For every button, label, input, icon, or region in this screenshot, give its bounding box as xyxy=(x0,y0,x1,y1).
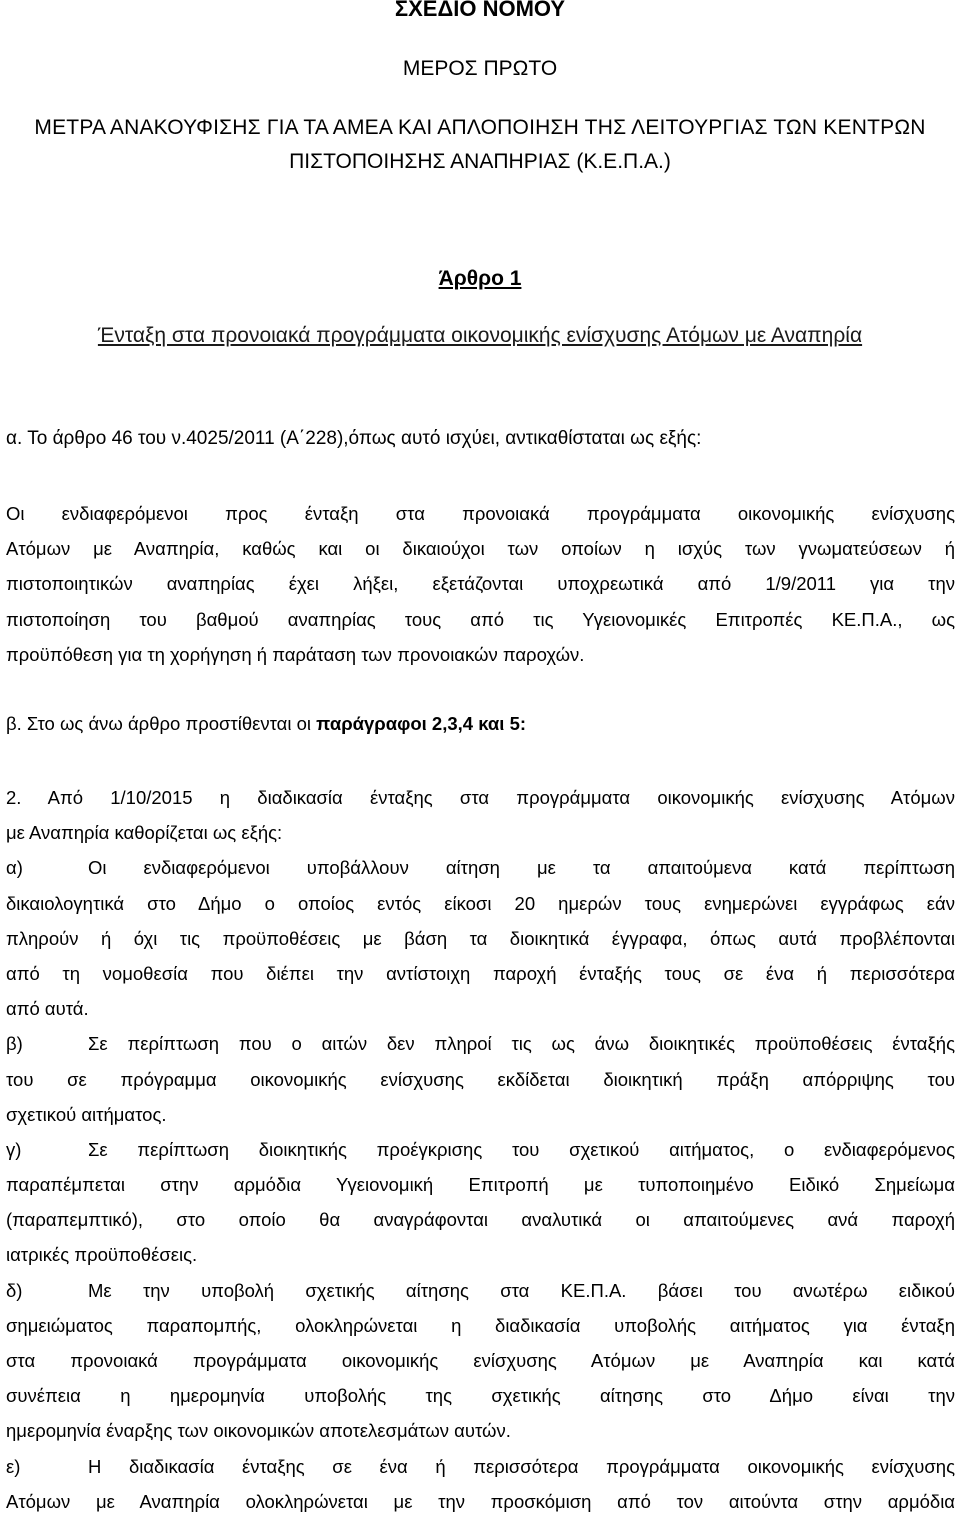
paragraph-line: με Αναπηρία καθορίζεται ως εξής: xyxy=(6,822,283,844)
paragraph-line: Ατόμων με Αναπηρία ολοκληρώνεται με την προσκόμιση από τον αιτούντα στην αρμόδια xyxy=(6,1490,955,1512)
paragraph-line: πληρούν ή όχι τις προϋποθέσεις με βάση τα διοικητικά έγγραφα, όπως αυτά προβλέπονται xyxy=(6,927,955,949)
article-number: Άρθρο 1 xyxy=(438,267,522,290)
list-item-text: Με την υποβολή σχετικής αίτησης στα ΚΕ.Π.Α. βάσει του ανωτέρω ειδικού xyxy=(88,1279,955,1301)
paragraph-line: παραπέμπεται στην αρμόδια Υγειονομική Επιτροπή με τυποποιημένο Ειδικό Σημείωμα xyxy=(6,1174,955,1196)
list-item-label: δ) xyxy=(6,1279,23,1301)
paragraph-line: 2. Από 1/10/2015 η διαδικασία ένταξης στα προγράμματα οικονομικής ενίσχυσης Ατόμων xyxy=(6,787,955,808)
paragraph-line: πιστοποίηση του βαθμού αναπηρίας τους από τις Υγειονομικές Επιτροπές ΚΕ.Π.Α., ως xyxy=(6,608,955,630)
section-b-intro-bold: παράγραφοι 2,3,4 και 5: xyxy=(316,713,527,734)
paragraph-line: ημερομηνία έναρξης των οικονομικών αποτελεσμάτων αυτών. xyxy=(6,1420,511,1442)
part-title-line-1: ΜΕΤΡΑ ΑΝΑΚΟΥΦΙΣΗΣ ΓΙΑ ΤΑ ΑΜΕΑ ΚΑΙ ΑΠΛΟΠΟΙΗΣΗ ΤΗΣ ΛΕΙΤΟΥΡΓΙΑΣ ΤΩΝ ΚΕΝΤΡΩΝ xyxy=(34,116,926,139)
list-item-first-line xyxy=(6,1273,955,1308)
list-item-first-line xyxy=(6,1449,955,1484)
list-item-first-line xyxy=(6,1132,955,1167)
part-heading: ΜΕΡΟΣ ΠΡΩΤΟ xyxy=(402,57,558,80)
paragraph-line: συνέπεια η ημερομηνία υποβολής της σχετικής αίτησης στο Δήμο είναι την xyxy=(6,1385,955,1407)
paragraph-line: από αυτά. xyxy=(6,998,89,1020)
section-a-paragraph xyxy=(6,496,955,672)
section-b-intro-text: β. Στο ως άνω άρθρο προστίθενται οι xyxy=(6,713,317,734)
paragraph-line: σημειώματος παραπομπής, ολοκληρώνεται η διαδικασία υποβολής αιτήματος για ένταξη xyxy=(6,1314,955,1336)
list-item-label: α) xyxy=(6,857,23,879)
list-item-first-line xyxy=(6,1026,955,1061)
list-item-text: Η διαδικασία ένταξης σε ένα ή περισσότερα προγράμματα οικονομικής ενίσχυσης xyxy=(88,1455,955,1477)
list-item-text: Σε περίπτωση που ο αιτών δεν πληροί τις ως άνω διοικητικές προϋποθέσεις ένταξής xyxy=(88,1033,955,1055)
section-b-intro xyxy=(6,713,526,735)
paragraph-line: σχετικού αιτήματος. xyxy=(6,1103,167,1125)
paragraph-line: (παραπεμπτικό), στο οποίο θα αναγράφονται αναλυτικά οι απαιτούμενες ανά παροχή xyxy=(6,1209,955,1231)
paragraph-line: Ατόμων με Αναπηρία, καθώς και οι δικαιούχοι των οποίων η ισχύς των γνωματεύσεων ή xyxy=(6,538,955,560)
paragraph-line: πιστοποιητικών αναπηρίας έχει λήξει, εξετάζονται υποχρεωτικά από 1/9/2011 για την xyxy=(6,573,955,595)
paragraph-line: Οι ενδιαφερόμενοι προς ένταξη στα προνοιακά προγράμματα οικονομικής ενίσχυσης xyxy=(6,503,955,524)
list-item-label: ε) xyxy=(6,1455,21,1477)
paragraph-line: προϋπόθεση για τη χορήγηση ή παράταση των προνοιακών παροχών. xyxy=(6,643,585,665)
list-item-label: β) xyxy=(6,1033,23,1055)
paragraph-2 xyxy=(6,780,955,1519)
part-title-line-2: ΠΙΣΤΟΠΟΙΗΣΗΣ ΑΝΑΠΗΡΙΑΣ (Κ.Ε.Π.Α.) xyxy=(289,150,671,173)
list-item-label: γ) xyxy=(6,1138,22,1160)
paragraph-line: από τη νομοθεσία που διέπει την αντίστοιχη παροχή ένταξής τους σε ένα ή περισσότερα xyxy=(6,962,955,984)
list-item-first-line xyxy=(6,850,955,885)
list-item-text: Σε περίπτωση διοικητικής προέγκρισης του σχετικού αιτήματος, ο ενδιαφερόμενος xyxy=(88,1138,955,1160)
paragraph-line: δικαιολογητικά στο Δήμο ο οποίος εντός είκοσι 20 ημερών τους ενημερώνει εγγράφως εάν xyxy=(6,892,955,914)
paragraph-line: του σε πρόγραμμα οικονομικής ενίσχυσης εκδίδεται διοικητική πράξη απόρριψης του xyxy=(6,1068,955,1090)
paragraph-line: ιατρικές προϋποθέσεις. xyxy=(6,1244,198,1266)
list-item-text: Οι ενδιαφερόμενοι υποβάλλουν αίτηση με τα απαιτούμενα κατά περίπτωση xyxy=(88,857,955,879)
section-a-intro: α. Το άρθρο 46 του ν.4025/2011 (Α΄228),όπως αυτό ισχύει, αντικαθίσταται ως εξής: xyxy=(6,428,702,449)
paragraph-line: στα προνοιακά προγράμματα οικονομικής ενίσχυσης Ατόμων με Αναπηρία και κατά xyxy=(6,1350,955,1371)
document-title: ΣΧΕΔΙΟ ΝΟΜΟΥ xyxy=(394,0,566,21)
article-title: Ένταξη στα προνοιακά προγράμματα οικονομικής ενίσχυσης Ατόμων με Αναπηρία xyxy=(97,324,863,347)
